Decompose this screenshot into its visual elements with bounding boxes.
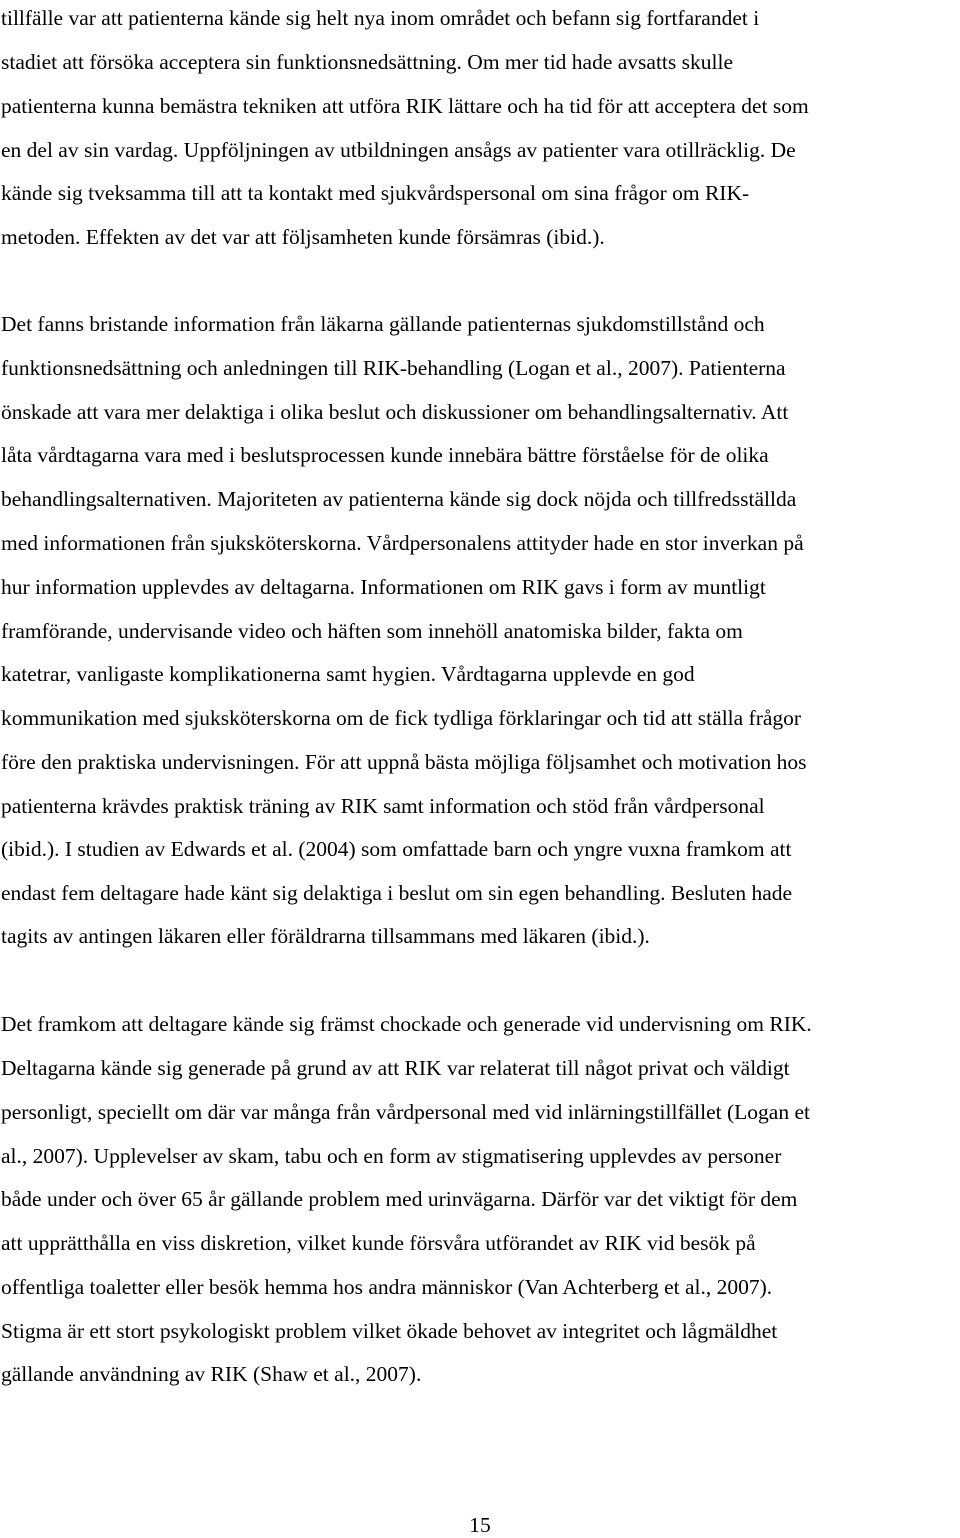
text-line: katetrar, vanligaste komplikationerna samt hygien. Vårdtagarna upplevde en god bbox=[1, 662, 695, 686]
text-line: låta vårdtagarna vara med i beslutsprocessen kunde innebära bättre förståelse för de olika bbox=[1, 443, 769, 467]
text-line: behandlingsalternativen. Majoriteten av patienterna kände sig dock nöjda och tillfredsställda bbox=[1, 487, 797, 511]
text-line: gällande användning av RIK (Shaw et al., 2007). bbox=[1, 1362, 422, 1386]
text-line: kommunikation med sjuksköterskorna om de fick tydliga förklaringar och tid att ställa frågor bbox=[1, 706, 802, 730]
text-line: stadiet att försöka acceptera sin funktionsnedsättning. Om mer tid hade avsatts skulle bbox=[1, 50, 733, 74]
text-line: önskade att vara mer delaktiga i olika beslut och diskussioner om behandlingsalternativ. Att bbox=[1, 400, 789, 424]
text-line: Det fanns bristande information från läkarna gällande patienternas sjukdomstillstånd och bbox=[1, 312, 765, 336]
text-line: kände sig tveksamma till att ta kontakt med sjukvårdspersonal om sina frågor om RIK- bbox=[1, 181, 750, 205]
text-line: tillfälle var att patienterna kände sig helt nya inom området och befann sig fortfarandet i bbox=[1, 6, 760, 30]
text-line: metoden. Effekten av det var att följsamheten kunde försämras (ibid.). bbox=[1, 225, 605, 249]
text-line: med informationen från sjuksköterskorna. Vårdpersonalens attityder hade en stor inverkan på bbox=[1, 531, 804, 555]
text-line: endast fem deltagare hade känt sig delaktiga i beslut om sin egen behandling. Besluten hade bbox=[1, 881, 793, 905]
text-line: tagits av antingen läkaren eller föräldrarna tillsammans med läkaren (ibid.). bbox=[1, 924, 650, 948]
text-line: framförande, undervisande video och häften som innehöll anatomiska bilder, fakta om bbox=[1, 619, 743, 643]
text-line: patienterna krävdes praktisk träning av RIK samt information och stöd från vårdpersonal bbox=[1, 794, 765, 818]
text-line: al., 2007). Upplevelser av skam, tabu och en form av stigmatisering upplevdes av personer bbox=[1, 1144, 782, 1168]
text-line: offentliga toaletter eller besök hemma hos andra människor (Van Achterberg et al., 2007). bbox=[1, 1275, 773, 1299]
text-line: (ibid.). I studien av Edwards et al. (2004) som omfattade barn och yngre vuxna framkom att bbox=[1, 837, 792, 861]
text-line: patienterna kunna bemästra tekniken att utföra RIK lättare och ha tid för att acceptera det som bbox=[1, 94, 809, 118]
page-number: 15 bbox=[469, 1513, 491, 1537]
text-line: Det framkom att deltagare kände sig främst chockade och generade vid undervisning om RIK. bbox=[1, 1012, 812, 1036]
text-line: hur information upplevdes av deltagarna. Informationen om RIK gavs i form av muntligt bbox=[1, 575, 766, 599]
text-line: funktionsnedsättning och anledningen till RIK-behandling (Logan et al., 2007). Patienterna bbox=[1, 356, 786, 380]
text-line: både under och över 65 år gällande problem med urinvägarna. Därför var det viktigt för dem bbox=[1, 1187, 798, 1211]
text-line: Deltagarna kände sig generade på grund av att RIK var relaterat till något privat och väldigt bbox=[1, 1056, 790, 1080]
text-line: att upprätthålla en viss diskretion, vilket kunde försvåra utförandet av RIK vid besök på bbox=[1, 1231, 756, 1255]
text-line: personligt, speciellt om där var många från vårdpersonal med vid inlärningstillfället (Logan et bbox=[1, 1100, 810, 1124]
text-line: före den praktiska undervisningen. För att uppnå bästa möjliga följsamhet och motivation hos bbox=[1, 750, 807, 774]
text-line: Stigma är ett stort psykologiskt problem vilket ökade behovet av integritet och lågmäldhet bbox=[1, 1319, 778, 1343]
text-line: en del av sin vardag. Uppföljningen av utbildningen ansågs av patienter vara otillräcklig. De bbox=[1, 138, 796, 162]
